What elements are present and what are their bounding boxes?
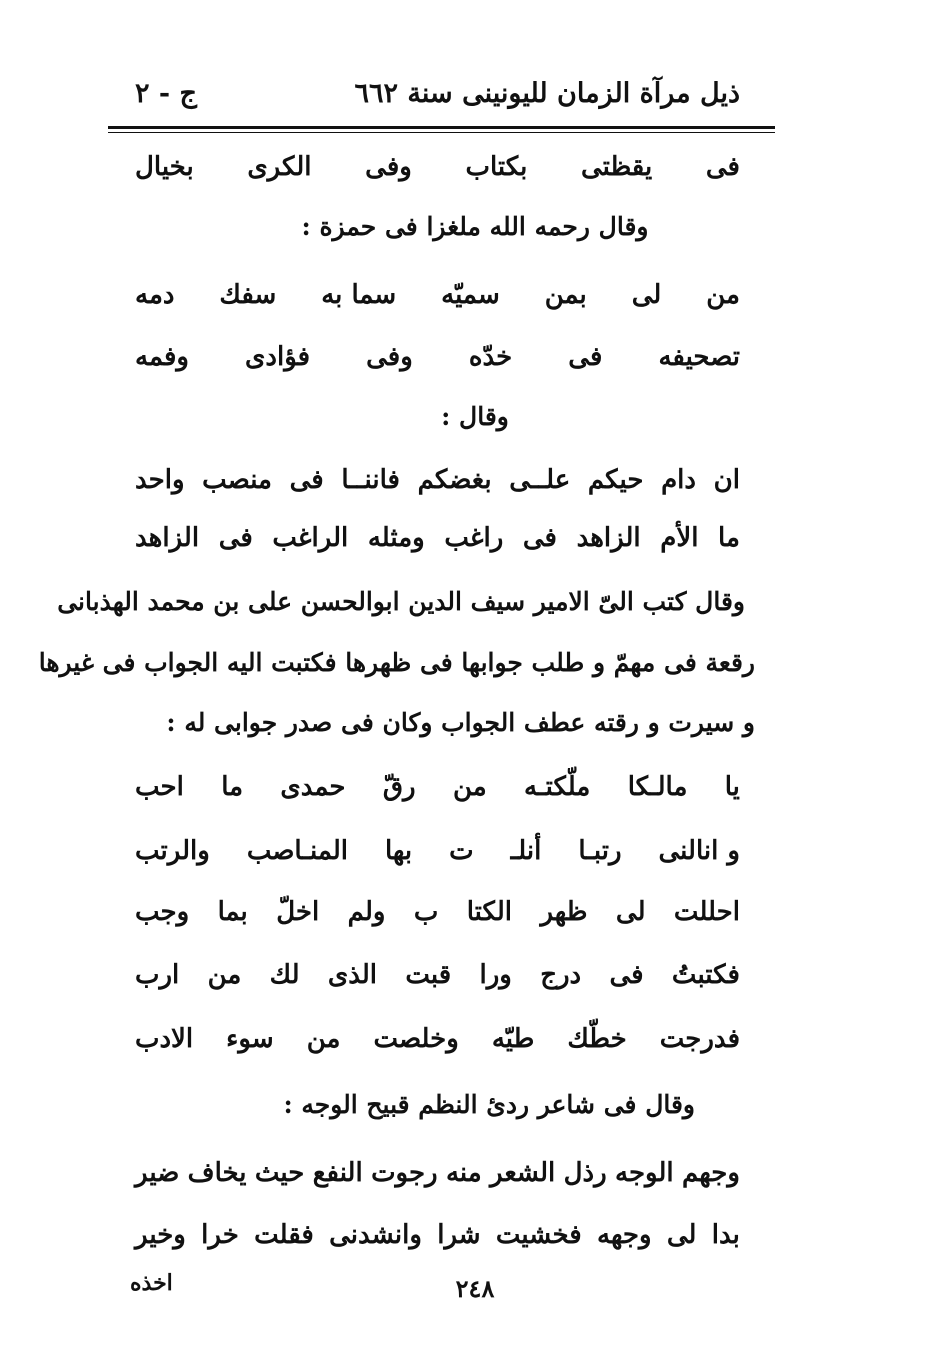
verse-word: من bbox=[706, 280, 740, 310]
verse-line bbox=[135, 342, 740, 372]
verse-word: ارب bbox=[135, 960, 180, 990]
verse-word: دمه bbox=[135, 280, 175, 310]
verse-word: شرا bbox=[437, 1220, 481, 1250]
verse-word: المنـاصب bbox=[246, 836, 348, 866]
verse-word: بما bbox=[217, 897, 248, 927]
verse-word: الوجه bbox=[615, 1158, 674, 1188]
verse-word: لك bbox=[269, 960, 300, 990]
verse-word: لى bbox=[615, 897, 646, 927]
verse-word: وانشدنى bbox=[329, 1220, 422, 1250]
page-number: ٢٤٨ bbox=[455, 1274, 495, 1303]
verse-line bbox=[135, 960, 740, 990]
verse-word: درج bbox=[540, 960, 582, 990]
verse-word: ت bbox=[449, 836, 474, 866]
verse-word: احللت bbox=[673, 897, 740, 927]
verse-word: لى bbox=[666, 1220, 697, 1250]
prose-line: وقال كتب الىّ الامير سيف الدين ابوالحسن على بن محمد الهذبانى bbox=[57, 587, 745, 616]
verse-word: فدرجت bbox=[659, 1024, 740, 1054]
verse-word: حيث bbox=[254, 1158, 305, 1188]
verse-word: سميّه bbox=[441, 280, 500, 310]
verse-word: سوء bbox=[226, 1024, 274, 1054]
verse-line bbox=[135, 836, 740, 866]
verse-word: حيكم bbox=[587, 465, 644, 495]
verse-word: من bbox=[452, 772, 487, 802]
verse-line bbox=[135, 280, 740, 310]
verse-word: فى bbox=[609, 960, 644, 990]
verse-word: وفى bbox=[366, 342, 413, 372]
verse-word: قبت bbox=[405, 960, 452, 990]
verse-word: سما به bbox=[321, 280, 397, 310]
verse-word: ما bbox=[718, 523, 740, 553]
verse-word: فى bbox=[568, 342, 603, 372]
verse-word: وخير bbox=[135, 1220, 186, 1250]
verse-word: خطّك bbox=[567, 1024, 627, 1054]
verse-word: بمن bbox=[544, 280, 587, 310]
verse-word: ما bbox=[221, 772, 244, 802]
verse-line-top bbox=[135, 152, 740, 182]
verse-word: ورا bbox=[479, 960, 512, 990]
verse-word: بكتاب bbox=[465, 152, 528, 182]
verse-word: فكتبتُ bbox=[671, 960, 740, 990]
verse-word: رجوت bbox=[371, 1158, 438, 1188]
verse-word: فخشيت bbox=[495, 1220, 582, 1250]
verse-word: فى bbox=[218, 523, 253, 553]
poem-intro: وقال : bbox=[441, 402, 509, 431]
volume-number: ج - ٢ bbox=[135, 78, 197, 109]
verse-word: بخيال bbox=[135, 152, 194, 182]
verse-word: خدّه bbox=[468, 342, 513, 372]
verse-word: وجب bbox=[135, 897, 190, 927]
verse-word: وخلصت bbox=[373, 1024, 459, 1054]
verse-word: فى bbox=[522, 523, 557, 553]
verse-word: حمدى bbox=[280, 772, 346, 802]
verse-line bbox=[135, 1024, 740, 1054]
verse-word: رذل bbox=[563, 1158, 607, 1188]
verse-word: الراغب bbox=[272, 523, 349, 553]
verse-word: من bbox=[207, 960, 242, 990]
verse-word: دام bbox=[661, 465, 696, 495]
verse-word: من bbox=[306, 1024, 341, 1054]
verse-word: ب bbox=[413, 897, 439, 927]
verse-word: الذى bbox=[327, 960, 378, 990]
verse-line bbox=[135, 1220, 740, 1250]
verse-word: طيّه bbox=[491, 1024, 535, 1054]
poem-intro: وقال فى شاعر ردئ النظم قبيح الوجه : bbox=[283, 1090, 695, 1119]
verse-word: الكتا bbox=[466, 897, 513, 927]
verse-word: بها bbox=[385, 836, 413, 866]
verse-line bbox=[135, 897, 740, 927]
verse-word: النفع bbox=[312, 1158, 363, 1188]
verse-line bbox=[135, 772, 740, 802]
verse-word: الأم bbox=[660, 523, 699, 553]
verse-word: منه bbox=[445, 1158, 482, 1188]
verse-word: واحد bbox=[135, 465, 185, 495]
verse-word: سفك bbox=[219, 280, 277, 310]
verse-word: الشعر bbox=[490, 1158, 556, 1188]
verse-word: الزاهد bbox=[576, 523, 641, 553]
verse-word: يا bbox=[724, 772, 740, 802]
verse-word: وجهه bbox=[597, 1220, 652, 1250]
prose-line: و سيرت و رقته عطف الجواب وكان فى صدر جوابى له : bbox=[166, 708, 755, 737]
header-rule-thin bbox=[108, 132, 775, 133]
prose-line: رقعة فى مهمّ و طلب جوابها فى ظهرها فكتبت اليه الجواب فى غيرها bbox=[38, 648, 755, 677]
verse-word: الكرى bbox=[247, 152, 312, 182]
verse-line bbox=[135, 465, 740, 495]
verse-word: يقظتى bbox=[580, 152, 653, 182]
verse-word: تصحيفه bbox=[658, 342, 740, 372]
verse-word: احب bbox=[135, 772, 184, 802]
catchword: اخذه bbox=[130, 1270, 173, 1296]
verse-word: خرا bbox=[201, 1220, 239, 1250]
verse-word: ضير bbox=[135, 1158, 180, 1188]
poem-intro: وقال رحمه الله ملغزا فى حمزة : bbox=[301, 212, 649, 241]
verse-word: و انالنى bbox=[658, 836, 740, 866]
verse-word: وفى bbox=[365, 152, 412, 182]
verse-word: منصب bbox=[202, 465, 272, 495]
verse-word: رتبـا bbox=[578, 836, 622, 866]
verse-word: فاننــا bbox=[341, 465, 400, 495]
verse-line bbox=[135, 523, 740, 553]
verse-word: مالـكا bbox=[627, 772, 688, 802]
verse-word: ظهر bbox=[540, 897, 588, 927]
verse-word: بغضكم bbox=[417, 465, 492, 495]
running-title: ذيل مرآة الزمان لليونينى سنة ٦٦٢ bbox=[354, 78, 740, 109]
verse-word: بدا bbox=[711, 1220, 740, 1250]
verse-line bbox=[135, 1158, 740, 1188]
verse-word: لى bbox=[631, 280, 662, 310]
verse-word: اخلّ bbox=[276, 897, 320, 927]
verse-word: ومثله bbox=[367, 523, 425, 553]
verse-word: الزاهد bbox=[135, 523, 200, 553]
verse-word: ملّكتـه bbox=[524, 772, 591, 802]
verse-word: فى bbox=[289, 465, 324, 495]
verse-word: فقلت bbox=[254, 1220, 314, 1250]
verse-word: الادب bbox=[135, 1024, 194, 1054]
verse-word: أنلـ bbox=[510, 836, 542, 866]
verse-word: يخاف bbox=[187, 1158, 247, 1188]
verse-word: وفمه bbox=[135, 342, 189, 372]
verse-word: راغب bbox=[444, 523, 504, 553]
verse-word: فى bbox=[705, 152, 740, 182]
verse-word: رقّ bbox=[382, 772, 416, 802]
verse-word: وجهم bbox=[681, 1158, 740, 1188]
header-rule-thick bbox=[108, 126, 775, 129]
verse-word: ولم bbox=[347, 897, 386, 927]
verse-word: والرتب bbox=[135, 836, 210, 866]
verse-word: فؤادى bbox=[245, 342, 311, 372]
verse-word: علــى bbox=[509, 465, 571, 495]
verse-word: ان bbox=[713, 465, 740, 495]
